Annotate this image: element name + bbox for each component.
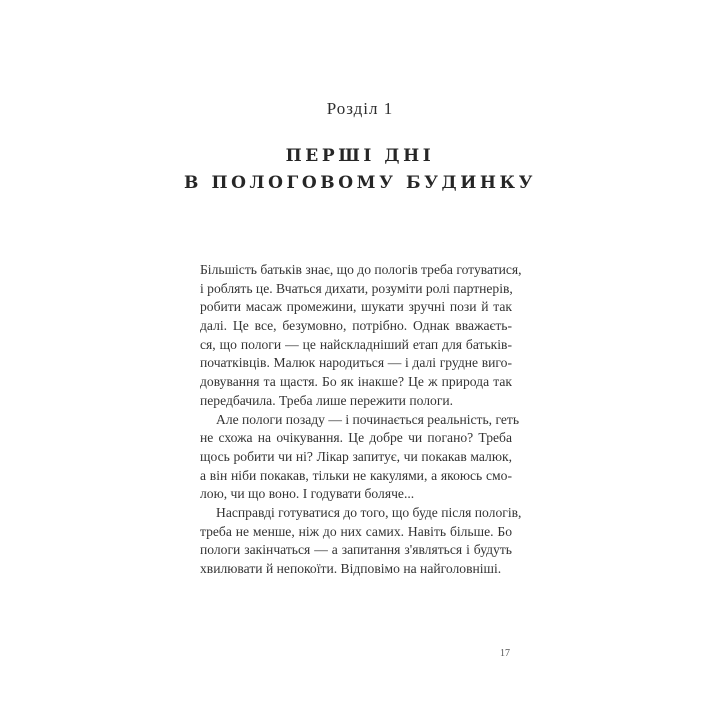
paragraph-1-line: і роблять це. Вчаться дихати, розуміти ролі партнерів, bbox=[200, 280, 513, 296]
paragraph-2-line: щось робити чи ні? Лікар запитує, чи покакав малюк, bbox=[200, 448, 512, 464]
paragraph-3-line: Насправді готуватися до того, що буде після пологів, bbox=[216, 504, 522, 520]
paragraph-2-line: лою, чи що воно. І годувати боляче... bbox=[200, 486, 415, 502]
paragraph-1-line: ся, що пологи — це найскладніший етап для батьків- bbox=[200, 336, 512, 352]
paragraph-1-line: довування та щастя. Бо як інакше? Це ж природа так bbox=[200, 374, 512, 390]
paragraph-3-line: треба не менше, ніж до них самих. Навіть більше. Бо bbox=[200, 523, 512, 539]
paragraph-1-line: Більшість батьків знає, що до пологів треба готуватися, bbox=[200, 262, 522, 277]
page-number: 17 bbox=[500, 648, 510, 659]
paragraph-1-line: далі. Це все, безумовно, потрібно. Однак вважаєть- bbox=[200, 318, 512, 334]
chapter-title-line-1: ПЕРШІ ДНІ bbox=[285, 146, 435, 166]
paragraph-1-line: початківців. Малюк народиться — і далі грудне виго- bbox=[200, 355, 512, 371]
paragraph-2-line: а він ніби покакав, тільки не какулями, а якоюсь смо- bbox=[200, 467, 512, 483]
body-text bbox=[200, 261, 522, 579]
paragraph-2-line: не схожа на очікування. Це добре чи погано? Треба bbox=[200, 430, 512, 446]
paragraph-2-line: Але пологи позаду — і починається реальність, геть bbox=[216, 411, 520, 427]
chapter-title-line-2: В ПОЛОГОВОМУ БУДИНКУ bbox=[183, 173, 537, 193]
paragraph-1-line: передбачила. Треба лише пережити пологи. bbox=[200, 392, 454, 408]
chapter-label: Розділ 1 bbox=[326, 99, 394, 118]
paragraph-1-line: робити масаж промежини, шукати зручні пози й так bbox=[200, 299, 512, 315]
paragraph-3-line: пологи закінчаться — а запитання з'являться і будуть bbox=[200, 542, 512, 558]
paragraph-3-line: хвилювати й непокоїти. Відповімо на найголовніші. bbox=[200, 561, 502, 576]
chapter-title bbox=[0, 143, 720, 197]
